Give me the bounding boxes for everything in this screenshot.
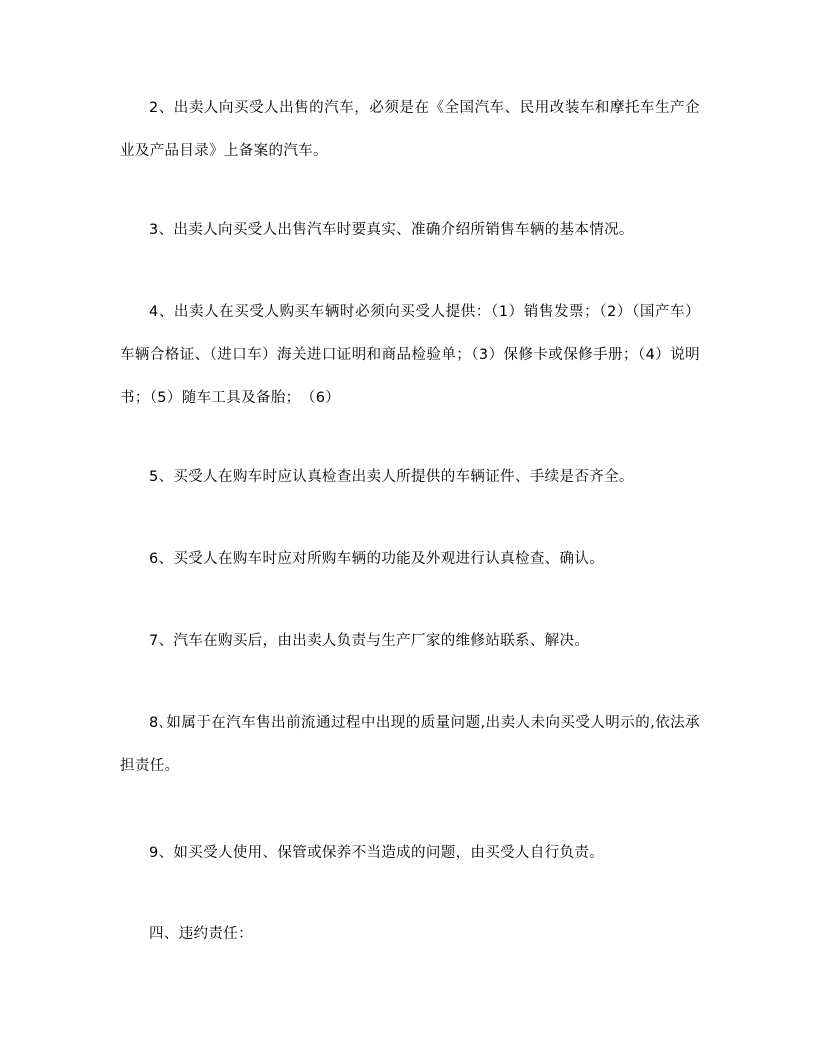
section-heading-breach-liability: 四、违约责任： — [149, 926, 253, 942]
clause-9-paragraph: 9、如买受人使用、保管或保养不当造成的问题，由买受人自行负责。 — [149, 845, 605, 861]
clause-7-paragraph: 7、汽车在购买后，由出卖人负责与生产厂家的维修站联系、解决。 — [149, 633, 590, 649]
clause-4-paragraph: 4、出卖人在买受人购买车辆时必须向买受人提供：（1）销售发票；（2）（国产车）车辆合格证、（进口车）海关进口证明和商品检验单；（3）保修卡或保修手册；（4）说明书；（5）随车工具及备胎； （6） — [120, 304, 700, 406]
clause-2-paragraph: 2、出卖人向买受人出售的汽车，必须是在《全国汽车、民用改装车和摩托车生产企业及产品目录》上备案的汽车。 — [120, 100, 700, 159]
clause-8-paragraph: 8､如属于在汽车售出前流通过程中出现的质量问题,出卖人未向买受人明示的,依法承担责任。 — [120, 715, 700, 774]
clause-5-paragraph: 5、买受人在购车时应认真检查出卖人所提供的车辆证件、手续是否齐全。 — [149, 469, 634, 485]
clause-6-paragraph: 6、买受人在购车时应对所购车辆的功能及外观进行认真检查、确认。 — [149, 551, 605, 567]
clause-3-paragraph: 3、出卖人向买受人出售汽车时要真实、准确介绍所销售车辆的基本情况。 — [149, 222, 634, 238]
